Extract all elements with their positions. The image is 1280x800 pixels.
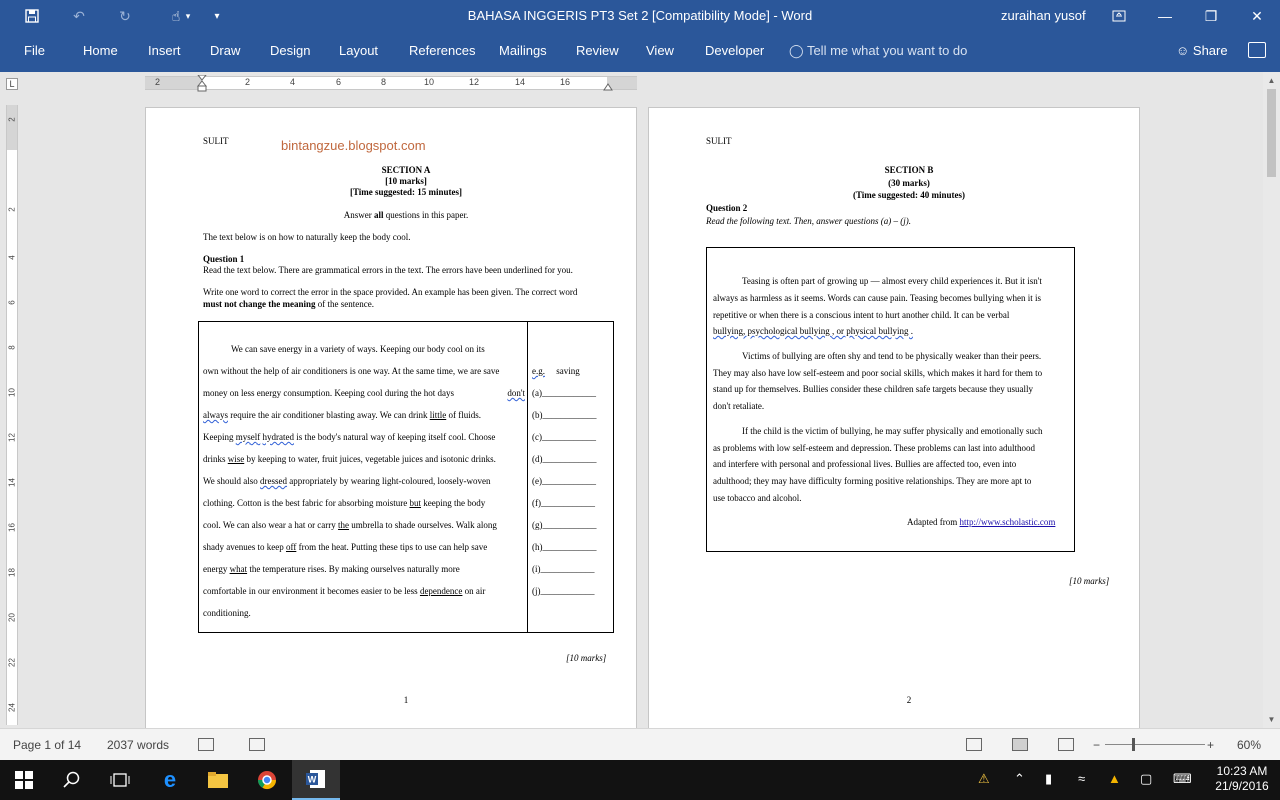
ruler-tick: 24 — [7, 703, 17, 712]
source-prefix: Adapted from — [907, 517, 960, 527]
ruler-tick: 14 — [515, 77, 526, 87]
question-title: Question 1 — [203, 254, 245, 264]
para-1-line: always as harmless as it seems. Words can cause pain. Teasing becomes bullying when it is — [713, 293, 1041, 303]
passage-text — [203, 432, 495, 442]
scroll-down-icon[interactable]: ▼ — [1267, 715, 1276, 724]
page-number: 2 — [906, 695, 912, 705]
drive-icon[interactable]: ▲ — [1108, 771, 1121, 786]
ruler-tick: 12 — [469, 77, 480, 87]
passage-line — [203, 432, 525, 442]
passage-fragment: of fluids. — [446, 410, 481, 420]
scrollbar-thumb[interactable] — [1267, 89, 1276, 177]
passage-line — [203, 410, 525, 420]
answer-slot-i[interactable]: (i)____________ — [532, 564, 595, 574]
ruler-tick: 8 — [381, 77, 387, 87]
lightbulb-icon: ◯ — [789, 43, 804, 58]
svg-text:W: W — [307, 774, 317, 785]
example-answer — [532, 366, 580, 376]
instruction-answer-all — [146, 210, 666, 220]
passage-fragment: keeping the body — [420, 498, 486, 508]
indent-marker-icon[interactable] — [197, 75, 207, 93]
passage-line — [203, 366, 525, 376]
ruler-tick: 2 — [7, 207, 17, 212]
person-icon: ☺ — [1176, 43, 1190, 58]
tab-view[interactable]: View — [646, 43, 674, 58]
ruler-tick: 2 — [7, 117, 17, 122]
keyboard-icon[interactable]: ⌨ — [1173, 771, 1192, 786]
wifi-icon[interactable]: ≈ — [1078, 771, 1086, 786]
comments-icon[interactable] — [1248, 42, 1266, 58]
tab-review[interactable]: Review — [576, 43, 619, 58]
section-time: [Time suggested: 15 minutes] — [349, 187, 463, 197]
passage-text: conditioning. — [203, 608, 251, 618]
passage-line — [203, 586, 525, 596]
passage-line — [203, 476, 525, 486]
tab-mailings[interactable]: Mailings — [499, 43, 547, 58]
footer-marks: [10 marks] — [566, 653, 607, 663]
page-2[interactable] — [648, 107, 1140, 728]
user-name[interactable]: zuraihan yusof — [1001, 8, 1086, 23]
start-button[interactable] — [0, 760, 48, 800]
word-count[interactable]: 2037 words — [107, 738, 170, 752]
instruction-2: Write one word to correct the error in the space provided. An example has been given. The correct word — [203, 287, 578, 297]
error-word: off — [285, 542, 297, 552]
para-2-line: don't retaliate. — [713, 401, 765, 411]
print-layout-icon[interactable] — [1012, 738, 1028, 751]
passage-fragment: drinks — [203, 454, 228, 464]
ruler-tick: 14 — [7, 478, 17, 487]
tab-developer[interactable]: Developer — [705, 43, 765, 58]
error-word: always — [203, 410, 228, 420]
read-mode-icon[interactable] — [966, 738, 982, 751]
tab-design[interactable]: Design — [270, 43, 311, 58]
passage-text: money on less energy consumption. Keeping cool during the hot days — [203, 388, 455, 398]
answer-all-pre: Answer — [343, 210, 374, 220]
passage-text — [203, 410, 481, 420]
source-link[interactable]: http://www.scholastic.com — [959, 517, 1056, 527]
page-1[interactable] — [145, 107, 637, 728]
passage-line — [203, 344, 525, 354]
customize-toolbar-icon[interactable]: ▾ — [214, 10, 220, 22]
para-1-line: repetitive or when there is a conscious intent to hurt another child. It can be verbal — [713, 310, 1010, 320]
share-button[interactable] — [1176, 43, 1228, 58]
para-2-line: They may also have low self-esteem and poor social skills, which makes it hard for them to — [713, 368, 1043, 378]
touch-mode-icon[interactable]: ☝ — [171, 7, 181, 24]
para-3-line: use tobacco and alcohol. — [713, 493, 802, 503]
error-word: little — [429, 410, 447, 420]
question-instruction: Read the following text. Then, answer questions (a) – (j). — [706, 216, 911, 226]
passage-line — [203, 564, 525, 574]
passage-table — [198, 321, 614, 633]
section-marks: [10 marks] — [385, 176, 427, 186]
chrome-browser-icon[interactable] — [243, 760, 291, 800]
source-line — [907, 517, 1055, 527]
passage-text: own without the help of air conditioners is one way. At the same time, we are save — [203, 366, 500, 376]
passage-fragment: We should also — [203, 476, 261, 486]
web-layout-icon[interactable] — [1058, 738, 1074, 751]
error-word: dependence — [419, 586, 463, 596]
word-app-icon[interactable] — [292, 760, 340, 800]
tell-me-label: Tell me what you want to do — [806, 43, 968, 58]
passage-line — [203, 542, 525, 552]
passage-line — [203, 454, 525, 464]
para-3-line: as problems with low self-esteem and depression. These problems can last into adulthood — [713, 443, 1036, 453]
passage-text — [203, 476, 490, 486]
passage-line — [203, 520, 525, 530]
tab-insert[interactable]: Insert — [148, 43, 181, 58]
clock-time: 10:23 AM — [1216, 764, 1268, 778]
zoom-slider-thumb[interactable] — [1132, 738, 1135, 751]
horizontal-ruler[interactable] — [145, 76, 637, 90]
passage-fragment: cool. We can also wear a hat or carry — [203, 520, 339, 530]
footer-marks: [10 marks] — [1069, 576, 1110, 586]
para-3-line: and interfere with personal and professional lives. Bullies are affected too, even into — [713, 459, 1017, 469]
error-word: dressed — [260, 476, 288, 486]
ruler-tick: 22 — [7, 658, 17, 667]
passage-fragment: appropriately by wearing light-coloured, loosely-woven — [287, 476, 491, 486]
section-title: SECTION A — [381, 165, 431, 175]
scroll-up-icon[interactable]: ▲ — [1267, 76, 1276, 85]
passage-text: We can save energy in a variety of ways. Keeping our body cool on its — [231, 344, 485, 354]
instruction-2-cont — [203, 299, 374, 309]
redo-icon[interactable]: ↻ — [119, 7, 131, 24]
intro-text: The text below is on how to naturally keep the body cool. — [203, 232, 411, 242]
notification-icon[interactable]: ▢ — [1140, 771, 1153, 786]
answer-slot-c[interactable]: (c)____________ — [532, 432, 596, 442]
file-explorer-icon[interactable] — [194, 760, 242, 800]
para-2-line: Victims of bullying are often shy and tend to be physically weaker than their peers. — [742, 351, 1042, 361]
passage-text — [203, 542, 487, 552]
answer-all-post: questions in this paper. — [383, 210, 469, 220]
passage-fragment: comfortable in our environment it becomes easier to be less — [203, 586, 420, 596]
ruler-tick: 2 — [155, 77, 161, 87]
section-title: SECTION B — [884, 165, 934, 175]
ruler-tick: 6 — [7, 300, 17, 305]
passage-line — [203, 608, 525, 618]
proofing-icon[interactable] — [198, 738, 214, 751]
ruler-tick: 12 — [7, 433, 17, 442]
tab-layout[interactable]: Layout — [339, 43, 379, 58]
error-word: wise — [227, 454, 245, 464]
passage-fragment: energy — [203, 564, 230, 574]
ruler-tick: 18 — [7, 568, 17, 577]
para-3-line: adulthood; they may have difficulty forming positive relationships. They are more apt to — [713, 476, 1032, 486]
tab-references[interactable]: References — [409, 43, 476, 58]
passage-text — [203, 498, 485, 508]
answer-slot-d[interactable]: (d)____________ — [532, 454, 597, 464]
zoom-slider-track[interactable] — [1105, 744, 1205, 745]
passage-fragment: hydrated — [262, 432, 294, 442]
ruler-tick: 6 — [336, 77, 342, 87]
answer-slot-e[interactable]: (e)____________ — [532, 476, 596, 486]
section-time: (Time suggested: 40 minutes) — [852, 190, 966, 200]
ruler-tick: 8 — [7, 345, 17, 350]
minimize-button[interactable]: — — [1158, 8, 1172, 24]
passage-fragment: is the body's natural way of keeping itself cool. Choose — [294, 432, 496, 442]
passage-text — [203, 586, 485, 596]
page-count[interactable]: Page 1 of 14 — [13, 738, 82, 752]
answer-slot-h[interactable]: (h)____________ — [532, 542, 597, 552]
tab-home[interactable]: Home — [83, 43, 118, 58]
answer-slot-a[interactable]: (a)____________ — [532, 388, 596, 398]
zoom-out-icon[interactable]: − — [1093, 738, 1101, 752]
passage-fragment: shady avenues to keep — [203, 542, 286, 552]
ribbon-tabs — [0, 32, 1280, 72]
document-title: BAHASA INGGERIS PT3 Set 2 [Compatibility Mode] - Word — [467, 8, 813, 23]
instruction-2-post: of the sentence. — [315, 299, 374, 309]
task-view-icon[interactable] — [96, 760, 144, 800]
left-margin-region — [145, 77, 202, 89]
ruler-tick: 4 — [290, 77, 296, 87]
status-bar — [0, 728, 1280, 760]
macro-recording-icon[interactable] — [249, 738, 265, 751]
instruction-1: Read the text below. There are grammatical errors in the text. The errors have been underlined for you. — [203, 265, 573, 275]
answer-slot-f[interactable]: (f)____________ — [532, 498, 595, 508]
passage-line — [203, 498, 525, 508]
restore-button[interactable]: ❐ — [1204, 7, 1218, 24]
table-divider — [527, 322, 528, 632]
para-3-line: If the child is the victim of bullying, he may suffer physically and emotionally such — [742, 426, 1043, 436]
vertical-ruler[interactable] — [6, 105, 18, 725]
vertical-scrollbar[interactable] — [1263, 72, 1280, 728]
page-number: 1 — [403, 695, 409, 705]
search-icon[interactable] — [48, 760, 96, 800]
para-1-line: bullying, psychological bullying , or physical bullying . — [713, 326, 913, 336]
passage-text — [203, 564, 460, 574]
ruler-tick: 10 — [424, 77, 435, 87]
ruler-tick: 2 — [245, 77, 251, 87]
passage-fragment: from the heat. Putting these tips to use can help save — [296, 542, 488, 552]
battery-icon[interactable]: ▮ — [1045, 771, 1053, 786]
para-2-line: stand up for themselves. Bullies consider these children safe targets because they usually — [713, 384, 1033, 394]
edge-browser-icon[interactable]: e — [163, 767, 177, 792]
taskbar-clock[interactable] — [1210, 764, 1274, 794]
passage-fragment: the temperature rises. By making ourselves naturally more — [247, 564, 460, 574]
ruler-tick: 10 — [7, 388, 17, 397]
passage-text — [203, 520, 497, 530]
touch-mode-dropdown-icon[interactable]: ▾ — [185, 10, 191, 21]
ruler-tick: 16 — [560, 77, 571, 87]
ruler-tick: 20 — [7, 613, 17, 622]
passage-fragment: clothing. Cotton is the best fabric for absorbing moisture — [203, 498, 410, 508]
page-header: SULIT — [706, 136, 732, 146]
right-indent-marker-icon[interactable] — [603, 81, 613, 91]
title-bar — [0, 0, 1280, 32]
tab-selector-icon[interactable]: L — [6, 78, 18, 90]
answer-slot-g[interactable]: (g)____________ — [532, 520, 597, 530]
show-hidden-icons-icon[interactable]: ⌃ — [1014, 771, 1025, 786]
clock-date: 21/9/2016 — [1215, 779, 1269, 793]
passage-fragment: Keeping — [203, 432, 236, 442]
passage-fragment: require the air conditioner blasting away. We can drink — [228, 410, 430, 420]
question-title: Question 2 — [706, 203, 748, 213]
close-button[interactable]: ✕ — [1251, 7, 1263, 24]
zoom-in-icon[interactable]: + — [1207, 738, 1215, 752]
zoom-level[interactable]: 60% — [1237, 738, 1262, 752]
passage-box — [706, 247, 1075, 552]
error-word: what — [229, 564, 248, 574]
watermark-text: bintangzue.blogspot.com — [281, 138, 426, 153]
answer-slot-b[interactable]: (b)____________ — [532, 410, 597, 420]
passage-text — [203, 454, 496, 464]
top-margin-region — [7, 105, 17, 150]
windows-taskbar — [0, 760, 1280, 800]
section-marks: (30 marks) — [888, 178, 930, 188]
answer-all-bold: all — [373, 210, 384, 220]
tab-draw[interactable]: Draw — [210, 43, 241, 58]
error-word: don't — [507, 388, 525, 398]
error-word: myself — [235, 432, 261, 442]
error-word: but — [409, 498, 421, 508]
ribbon-display-options-icon[interactable] — [1096, 0, 1142, 32]
passage-fragment: umbrella to shade ourselves. Walk along — [349, 520, 497, 530]
undo-icon[interactable]: ↶ — [73, 7, 85, 24]
ruler-tick: 16 — [7, 523, 17, 532]
para-1-line: Teasing is often part of growing up — almost every child experiences it. But it isn't — [742, 276, 1042, 286]
page-header: SULIT — [203, 136, 229, 146]
example-label: e.g. — [532, 366, 545, 376]
passage-line — [203, 388, 525, 398]
passage-fragment: by keeping to water, fruit juices, vegetable juices and isotonic drinks. — [244, 454, 496, 464]
document-area — [0, 72, 1280, 728]
answer-slot-j[interactable]: (j)____________ — [532, 586, 595, 596]
ruler-tick: 4 — [7, 255, 17, 260]
error-word: the — [338, 520, 350, 530]
instruction-2-bold: must not change the meaning — [203, 299, 316, 309]
share-label: Share — [1192, 43, 1228, 58]
tell-me-search[interactable] — [789, 43, 967, 59]
warning-tray-icon[interactable]: ⚠ — [978, 771, 990, 786]
passage-fragment: on air — [462, 586, 486, 596]
example-answer-text: saving — [556, 366, 580, 376]
tab-file[interactable]: File — [24, 43, 45, 58]
